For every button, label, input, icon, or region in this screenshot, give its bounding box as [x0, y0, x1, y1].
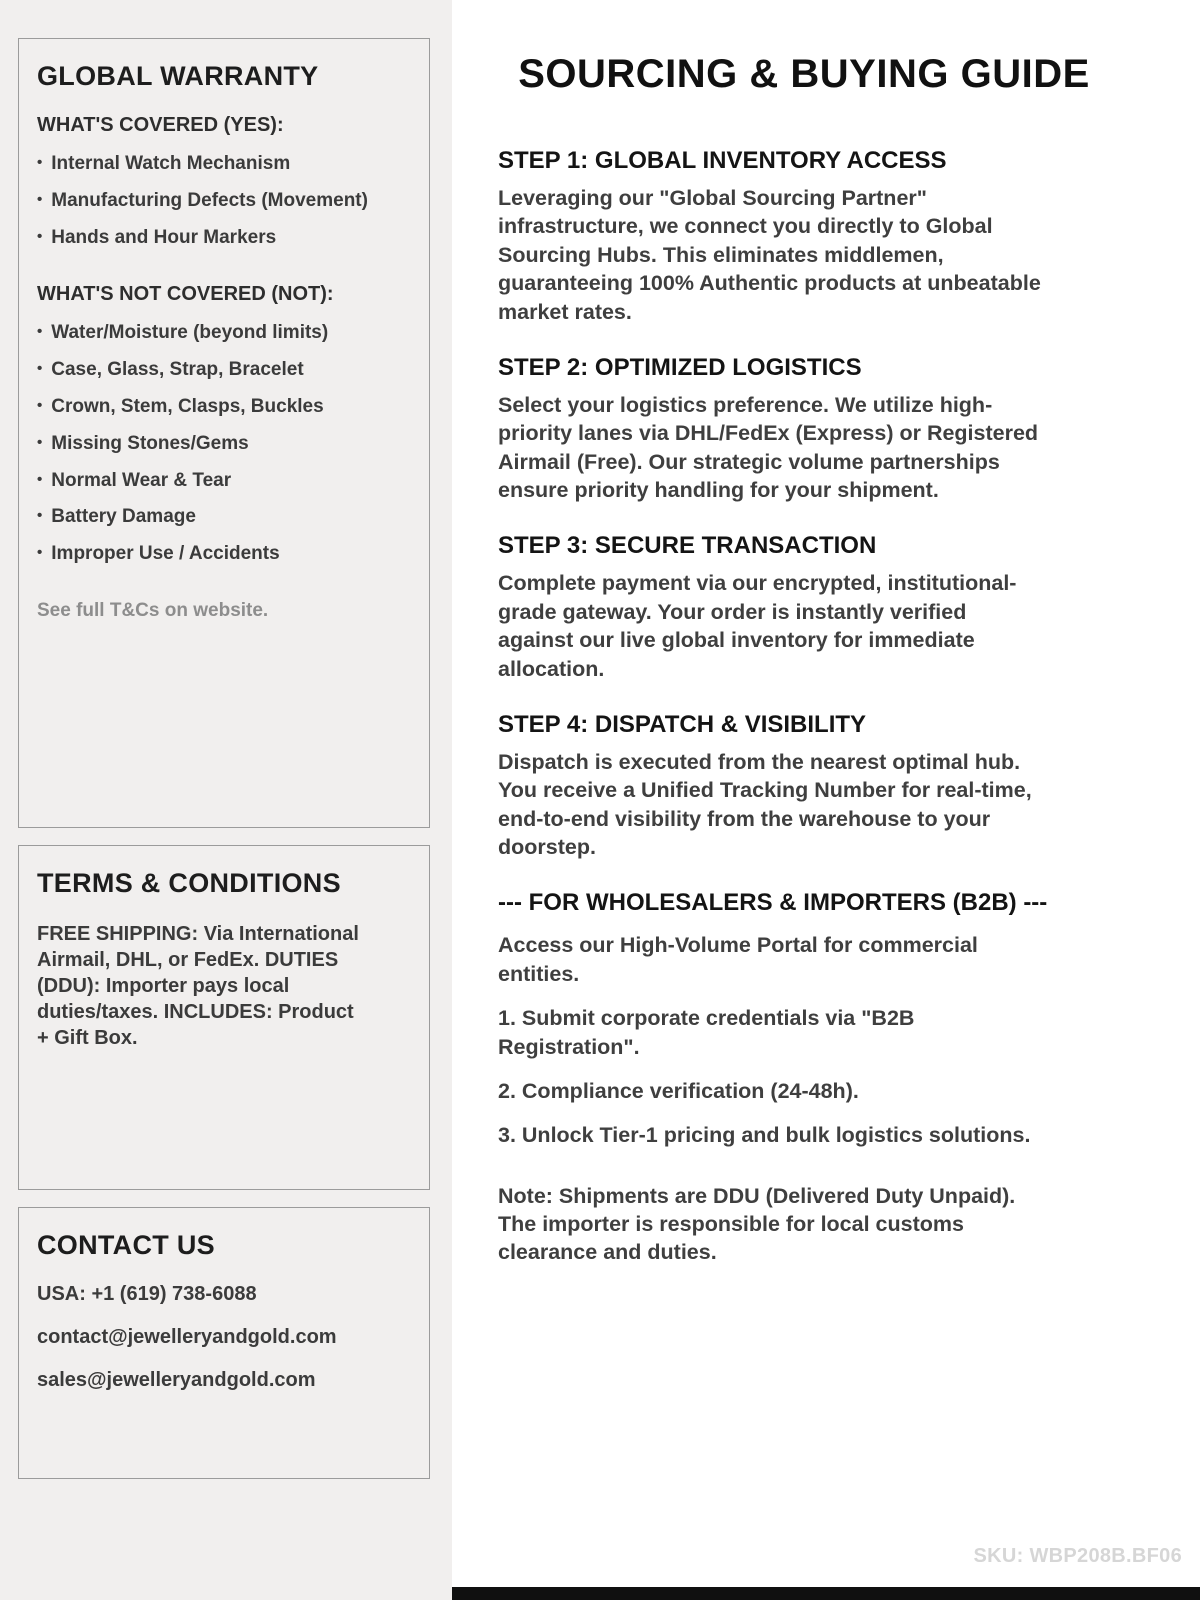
list-item: • Normal Wear & Tear — [37, 470, 407, 493]
contact-email-primary: contact@jewelleryandgold.com — [37, 1326, 337, 1348]
contact-email-sales: sales@jewelleryandgold.com — [37, 1369, 316, 1391]
terms-body: FREE SHIPPING: Via International Airmail, DHL, or FedEx. DUTIES (DDU): Importer pays local duties/taxes. INCLUDES: Product + Gift Box. — [37, 923, 359, 1049]
step-4-body: Dispatch is executed from the nearest optimal hub. You receive a Unified Tracking Number for real-time, end-to-end visibility from the warehouse to your doorstep. — [498, 749, 1032, 859]
list-item: • Case, Glass, Strap, Bracelet — [37, 359, 407, 382]
list-item: • Manufacturing Defects (Movement) — [37, 190, 407, 213]
terms-card — [18, 845, 430, 1190]
list-item: • Internal Watch Mechanism — [37, 153, 407, 176]
bottom-bar — [452, 1587, 1200, 1600]
step-4-section — [498, 711, 1110, 862]
step-3-section — [498, 532, 1110, 683]
step-2-body: Select your logistics preference. We utilize high-priority lanes via DHL/FedEx (Express) or Registered Airmail (Free). Our strategic volume partnerships ensure priority handling for your shipment. — [498, 392, 1039, 502]
b2b-note: Note: Shipments are DDU (Delivered Duty Unpaid). The importer is responsible for local customs clearance and duties. — [498, 1183, 1016, 1265]
step-1-heading: STEP 1: GLOBAL INVENTORY ACCESS — [498, 147, 947, 174]
list-item: • Crown, Stem, Clasps, Buckles — [37, 396, 407, 419]
sku-label: SKU: WBP208B.BF06 — [973, 1545, 1182, 1567]
step-1-section — [498, 147, 1110, 326]
step-4-heading: STEP 4: DISPATCH & VISIBILITY — [498, 710, 867, 738]
b2b-item-2: 2. Compliance verification (24-48h). — [498, 1078, 859, 1103]
step-1-body: Leveraging our "Global Sourcing Partner" infrastructure, we connect you directly to Global Sourcing Hubs. This eliminates middlemen, guaranteeing 100% Authentic products at unbeatable market rates. — [498, 186, 1041, 324]
contact-card — [18, 1207, 430, 1479]
b2b-item-3: 3. Unlock Tier-1 pricing and bulk logistics solutions. — [498, 1123, 1031, 1148]
step-2-heading: STEP 2: OPTIMIZED LOGISTICS — [498, 353, 862, 381]
step-3-heading: STEP 3: SECURE TRANSACTION — [498, 532, 877, 560]
page-title: SOURCING & BUYING GUIDE — [518, 52, 1090, 96]
warranty-not-covered-heading: WHAT'S NOT COVERED (NOT): — [37, 283, 334, 306]
contact-phone: USA: +1 (619) 738-6088 — [37, 1283, 257, 1305]
warranty-covered-heading: WHAT'S COVERED (YES): — [37, 114, 284, 136]
info-sidebar — [0, 0, 452, 1600]
warranty-not-covered-list — [37, 322, 407, 566]
terms-title: TERMS & CONDITIONS — [37, 868, 341, 898]
warranty-footnote: See full T&Cs on website. — [37, 599, 269, 621]
guide-main — [452, 0, 1200, 1600]
step-3-body: Complete payment via our encrypted, institutional-grade gateway. Your order is instantly verified against our live global inventory for immediate allocation. — [498, 571, 1017, 681]
warranty-card — [18, 38, 430, 828]
warranty-title: GLOBAL WARRANTY — [37, 61, 319, 91]
list-item: • Improper Use / Accidents — [37, 543, 407, 566]
b2b-intro: Access our High-Volume Portal for commercial entities. — [498, 933, 978, 986]
b2b-item-1: 1. Submit corporate credentials via "B2B Registration". — [498, 1006, 915, 1059]
step-2-section — [498, 354, 1110, 505]
list-item: • Missing Stones/Gems — [37, 433, 407, 456]
b2b-heading: --- FOR WHOLESALERS & IMPORTERS (B2B) --- — [498, 889, 1048, 917]
list-item: • Battery Damage — [37, 506, 407, 529]
list-item: • Hands and Hour Markers — [37, 227, 407, 250]
list-item: • Water/Moisture (beyond limits) — [37, 322, 407, 345]
contact-title: CONTACT US — [37, 1230, 215, 1260]
b2b-section — [498, 889, 1110, 1266]
warranty-covered-list — [37, 153, 407, 249]
